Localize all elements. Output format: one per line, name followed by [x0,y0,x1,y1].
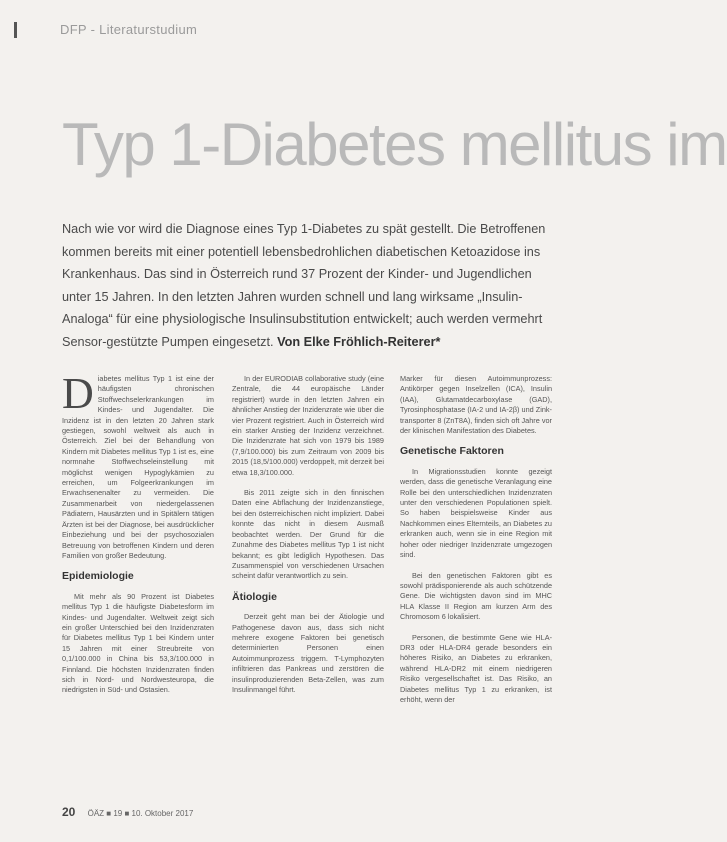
paragraph: Mit mehr als 90 Prozent ist Diabetes mellitus Typ 1 die häufigste Diabetesform im Kindes- und Jugendalter. Weltweit zeigt sich ein großer Unterschied bei den Inzidenzraten für Diabetes mellitus Typ 1 bei Kindern unter 15 Jahren mit einer Streubreite von 0,1/100.000 in China bis 53,3/100.000 in Finnland. Die höchsten Inzidenzraten finden sich in Nord- und Nordwesteuropa, die niedrigsten in Süd- und Ostasien. [62,591,214,695]
heading-aetiology: Ätiologie [232,590,277,603]
paragraph: Bei den genetischen Faktoren gibt es sowohl prädisponierende als auch schützende Gene. Die wichtigsten davon sind im MHC HLA Klasse II Region am kurzen Arm des Chromosom 6 lokalisiert. [400,570,552,622]
text-column-3 [400,374,552,715]
lead-text: Nach wie vor wird die Diagnose eines Typ 1-Diabetes zu spät gestellt. Die Betroffenen kommen bereits mit einer potentiell lebensbedrohlichen diabetischen Ketoazidose ins Krankenhaus. Das sind in Österreich rund 37 Prozent der Kinder- und Jugendlichen unter 15 Jahren. In den letzten Jahren wurden schnell und lang wirksame „Insulin-Analoga“ für eine physiologische Insulinsubstitution entwickelt; auch werden vermehrt Sensor-gestützte Pumpen eingesetzt. [62,222,546,349]
paragraph: Derzeit geht man bei der Ätiologie und Pathogenese davon aus, dass sich nicht mehrere exogene Faktoren bei genetisch determinierten Personen einen Autoimmunprozess triggern. T-Lymphozyten infiltrieren das Pankreas und zerstören die insulinproduzierenden Beta-Zellen, was zum Insulinmangel führt. [232,612,384,694]
paragraph: Diabetes mellitus Typ 1 ist eine der häufigsten chronischen Stoffwechselerkrankungen im Kindes- und Jugendalter. Die Inzidenz ist in den letzten 20 Jahren stark gestiegen, sowohl weltweit als auch in Österreich. Ziel bei der Behandlung von Kindern mit Diabetes mellitus Typ 1 ist es, eine normnahe Stoffwechseleinstellung mit möglichst wenigen Hypoglykämien zu erreichen, um Folgeerkrankungen im Erwachsenenalter zu vermeiden. Die Zusammenarbeit von niedergelassenen Pädiatern, Hausärzten und in Spitälern tätigen Ärzten ist bei der Diagnose, bei ausdrücklicher Einbeziehung und bei der psychosozialen Betreuung von betroffenen Kindern und deren Familien von großer Bedeutung. [62,369,214,560]
page-edge-bar [14,22,17,38]
page-footer [62,805,193,819]
text-column-2 [232,374,384,705]
paragraph: Marker für diesen Autoimmunprozess: Antikörper gegen Inselzellen (ICA), Insulin (IAA), Glutamatdecarboxylase (GAD), Tyrosinphosphatase (IA-2 und IA-2β) und Zink-transporter 8 (ZnT8A), finden sich oft Jahre vor der klinischen Manifestation des Diabetes. [400,374,552,436]
text-column-1 [62,369,214,706]
article-title: Typ 1-Diabetes mellitus im [62,111,727,178]
page-number: 20 [62,805,76,819]
drop-cap: D [62,369,94,418]
issue-info: ÖÄZ ■ 19 ■ 10. Oktober 2017 [87,809,194,818]
paragraph: Bis 2011 zeigte sich in den finnischen Daten eine Abflachung der Inzidenzanstiege, bei den österreichischen nicht impliziert. Dabei konnte das nicht in diesem Ausmaß beobachtet werden. Der Grund für die Zunahme des Diabetes mellitus Typ 1 ist nicht bekannt; es gibt lediglich Hypothesen. Das Zusammenspiel von verschiedenen Ursachen scheint dafür verantwortlich zu sein. [232,488,384,581]
heading-epidemiology: Epidemiologie [62,570,134,583]
heading-genetics: Genetische Faktoren [400,445,504,458]
paragraph: In Migrationsstudien konnte gezeigt werden, dass die genetische Veranlagung eine Rolle bei den unterschiedlichen Inzidenzraten unter den verschiedenen Populationen spielt. So haben beispielsweise Kinder aus Nachkommen eines Elternteils, an Diabetes zu erkranken auch, wenn sie in eine Region mit hoher oder niedriger Inzidenzrate umgezogen sind. [400,466,552,560]
author-byline: Von Elke Fröhlich-Reiterer* [277,334,441,349]
article-lead [62,218,562,353]
paragraph: In der EURODIAB collaborative study (eine Zentrale, die 44 europäische Länder registriert) wurde in den letzten Jahren ein ähnlicher Anstieg der Inzidenzrate wie über die vier Prozent registriert. Auch in Österreich wird ein starker Anstieg der Inzidenz verzeichnet. Die Inzidenzrate hat sich von 1979 bis 1989 (7,9/100.000) bis zum Zeitraum von 2009 bis 2015 (18,5/100.000) verdoppelt, mit derzeit bei etwa 18,3/100.000. [232,374,384,477]
section-header: DFP - Literaturstudium [60,22,198,37]
paragraph: Personen, die bestimmte Gene wie HLA-DR3 oder HLA-DR4 gerade besonders ein höheres Risiko, an Diabetes zu erkranken, während HLA-DR2 mit einem niedrigeren Risiko vergesellschaftet ist. Das Risiko, an Diabetes mellitus Typ 1 zu erkranken, ist erhöht, wenn der [400,632,552,704]
